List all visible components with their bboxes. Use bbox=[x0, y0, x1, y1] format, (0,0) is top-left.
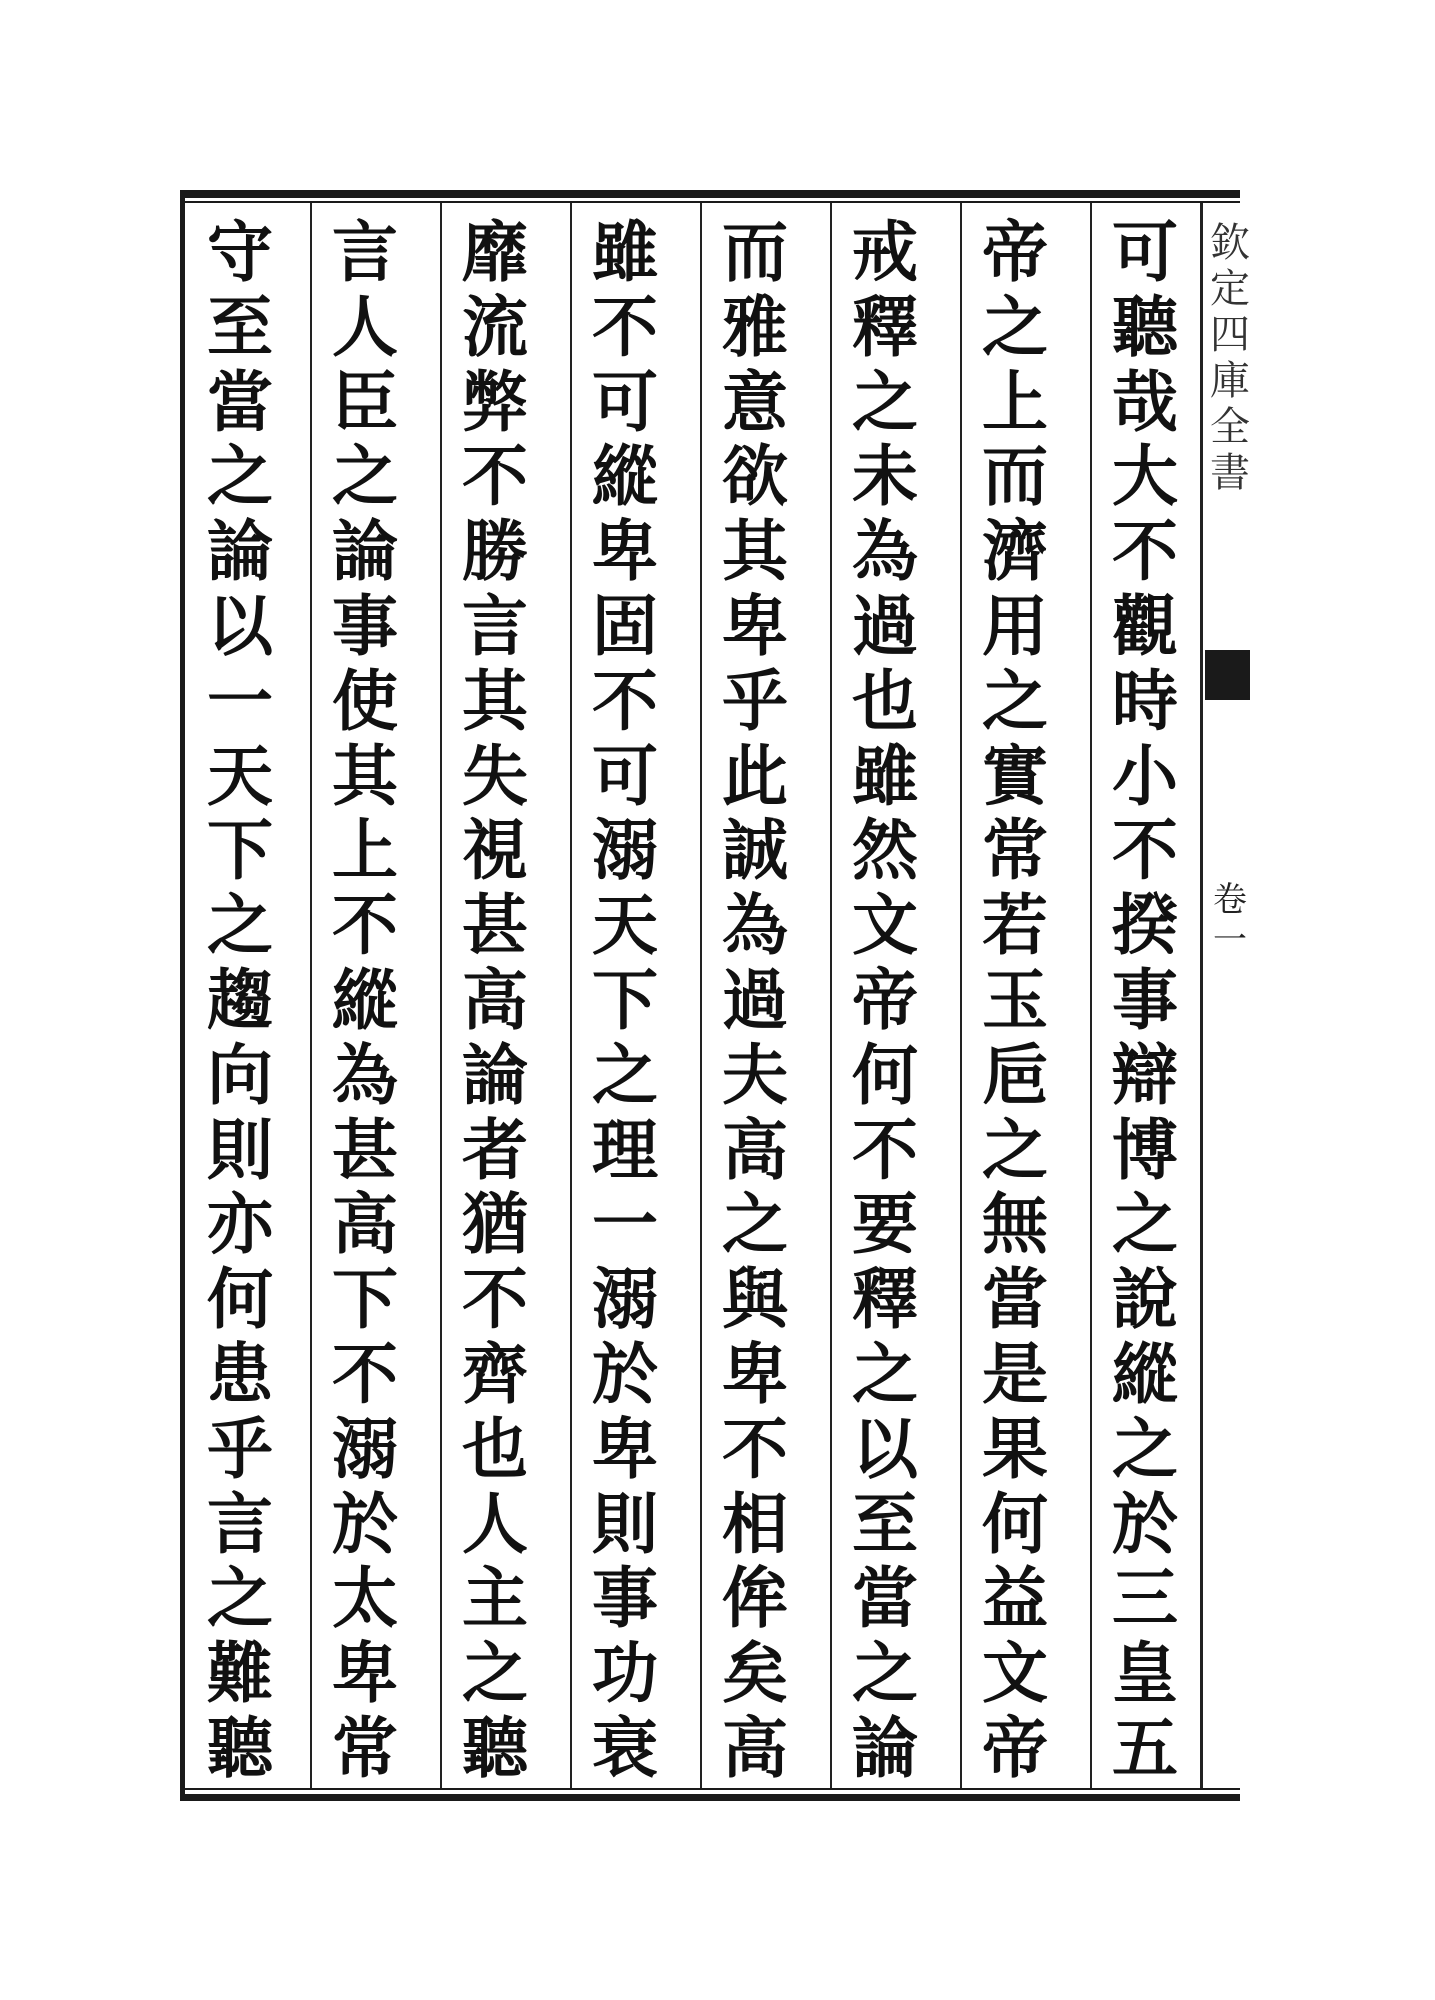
character: 此 bbox=[722, 736, 788, 815]
character: 高 bbox=[722, 1110, 788, 1189]
character: 而 bbox=[722, 213, 788, 291]
character: 常 bbox=[332, 1708, 398, 1787]
character: 侔 bbox=[722, 1559, 788, 1638]
character: 雖 bbox=[592, 213, 658, 291]
character: 濟 bbox=[982, 512, 1048, 591]
character: 人 bbox=[462, 1484, 528, 1563]
margin-character: 一 bbox=[1213, 920, 1247, 960]
character: 靡 bbox=[462, 213, 528, 291]
character: 小 bbox=[1112, 736, 1178, 815]
character: 時 bbox=[1112, 661, 1178, 740]
character: 卑 bbox=[592, 1409, 658, 1488]
character: 於 bbox=[332, 1484, 398, 1563]
character: 卑 bbox=[722, 1334, 788, 1413]
character: 論 bbox=[852, 1708, 918, 1787]
character: 說 bbox=[1112, 1260, 1178, 1339]
character: 誠 bbox=[722, 811, 788, 890]
character: 用 bbox=[982, 586, 1048, 665]
character: 哉 bbox=[1112, 362, 1178, 441]
character: 溺 bbox=[592, 1260, 658, 1339]
character: 於 bbox=[1112, 1484, 1178, 1563]
text-column-5 bbox=[565, 215, 685, 1785]
character: 下 bbox=[332, 1260, 398, 1339]
character: 也 bbox=[852, 661, 918, 740]
margin-character: 全 bbox=[1210, 404, 1250, 450]
character: 事 bbox=[332, 586, 398, 665]
character: 而 bbox=[982, 437, 1048, 516]
character: 上 bbox=[332, 811, 398, 890]
character: 卑 bbox=[722, 586, 788, 665]
character: 守 bbox=[207, 213, 273, 291]
character: 釋 bbox=[852, 287, 918, 366]
character: 論 bbox=[462, 1035, 528, 1114]
character: 甚 bbox=[462, 886, 528, 965]
character: 其 bbox=[332, 736, 398, 815]
character: 高 bbox=[462, 960, 528, 1039]
character: 以 bbox=[852, 1409, 918, 1488]
text-column-6 bbox=[435, 215, 555, 1785]
text-column-8 bbox=[180, 215, 300, 1785]
character: 要 bbox=[852, 1185, 918, 1264]
character: 之 bbox=[982, 287, 1048, 366]
frame-bottom-border bbox=[180, 1794, 1240, 1801]
character: 卑 bbox=[592, 512, 658, 591]
character: 其 bbox=[722, 512, 788, 591]
character: 卑 bbox=[332, 1634, 398, 1713]
character: 則 bbox=[592, 1484, 658, 1563]
character: 也 bbox=[462, 1409, 528, 1488]
character: 為 bbox=[852, 512, 918, 591]
character: 戒 bbox=[852, 213, 918, 291]
character: 高 bbox=[722, 1708, 788, 1787]
character: 雅 bbox=[722, 287, 788, 366]
text-column-4 bbox=[695, 215, 815, 1785]
character: 上 bbox=[982, 362, 1048, 441]
character: 一 bbox=[207, 661, 273, 740]
character: 使 bbox=[332, 661, 398, 740]
character: 之 bbox=[207, 886, 273, 965]
character: 文 bbox=[852, 886, 918, 965]
character: 一 bbox=[592, 1185, 658, 1264]
character: 不 bbox=[722, 1409, 788, 1488]
character: 之 bbox=[332, 437, 398, 516]
frame-bottom-inner-border bbox=[180, 1788, 1240, 1790]
character: 之 bbox=[982, 1110, 1048, 1189]
character: 以 bbox=[207, 586, 273, 665]
character: 玉 bbox=[982, 960, 1048, 1039]
character: 過 bbox=[722, 960, 788, 1039]
character: 固 bbox=[592, 586, 658, 665]
margin-character: 四 bbox=[1210, 312, 1250, 358]
character: 之 bbox=[592, 1035, 658, 1114]
character: 果 bbox=[982, 1409, 1048, 1488]
character: 功 bbox=[592, 1634, 658, 1713]
margin-book-title bbox=[1200, 220, 1260, 496]
character: 實 bbox=[982, 736, 1048, 815]
character: 皇 bbox=[1112, 1634, 1178, 1713]
character: 意 bbox=[722, 362, 788, 441]
character: 無 bbox=[982, 1185, 1048, 1264]
frame-top-inner-border bbox=[180, 201, 1240, 203]
character: 之 bbox=[462, 1634, 528, 1713]
character: 博 bbox=[1112, 1110, 1178, 1189]
character: 之 bbox=[1112, 1185, 1178, 1264]
fishtail-mark bbox=[1205, 650, 1250, 700]
character: 論 bbox=[332, 512, 398, 591]
character: 不 bbox=[462, 437, 528, 516]
character: 大 bbox=[1112, 437, 1178, 516]
character: 猶 bbox=[462, 1185, 528, 1264]
character: 弊 bbox=[462, 362, 528, 441]
character: 天 bbox=[207, 736, 273, 815]
character: 是 bbox=[982, 1334, 1048, 1413]
character: 至 bbox=[207, 287, 273, 366]
text-column-7 bbox=[305, 215, 425, 1785]
character: 益 bbox=[982, 1559, 1048, 1638]
character: 之 bbox=[1112, 1409, 1178, 1488]
character: 過 bbox=[852, 586, 918, 665]
character: 向 bbox=[207, 1035, 273, 1114]
character: 聽 bbox=[207, 1708, 273, 1787]
character: 何 bbox=[982, 1484, 1048, 1563]
character: 之 bbox=[852, 362, 918, 441]
character: 雖 bbox=[852, 736, 918, 815]
character: 事 bbox=[592, 1559, 658, 1638]
character: 夫 bbox=[722, 1035, 788, 1114]
character: 流 bbox=[462, 287, 528, 366]
character: 人 bbox=[332, 287, 398, 366]
character: 不 bbox=[592, 287, 658, 366]
character: 者 bbox=[462, 1110, 528, 1189]
character: 臣 bbox=[332, 362, 398, 441]
character: 觀 bbox=[1112, 586, 1178, 665]
character: 聽 bbox=[462, 1708, 528, 1787]
character: 溺 bbox=[332, 1409, 398, 1488]
character: 失 bbox=[462, 736, 528, 815]
character: 甚 bbox=[332, 1110, 398, 1189]
margin-character: 庫 bbox=[1210, 358, 1250, 404]
character: 帝 bbox=[852, 960, 918, 1039]
character: 常 bbox=[982, 811, 1048, 890]
character: 未 bbox=[852, 437, 918, 516]
character: 縱 bbox=[332, 960, 398, 1039]
character: 辯 bbox=[1112, 1035, 1178, 1114]
character: 揆 bbox=[1112, 886, 1178, 965]
character: 文 bbox=[982, 1634, 1048, 1713]
character: 何 bbox=[852, 1035, 918, 1114]
character: 不 bbox=[592, 661, 658, 740]
character: 視 bbox=[462, 811, 528, 890]
character: 不 bbox=[852, 1110, 918, 1189]
character: 太 bbox=[332, 1559, 398, 1638]
character: 欲 bbox=[722, 437, 788, 516]
character: 則 bbox=[207, 1110, 273, 1189]
character: 理 bbox=[592, 1110, 658, 1189]
character: 之 bbox=[722, 1185, 788, 1264]
character: 可 bbox=[1112, 213, 1178, 291]
character: 下 bbox=[592, 960, 658, 1039]
character: 衰 bbox=[592, 1708, 658, 1787]
character: 何 bbox=[207, 1260, 273, 1339]
character: 於 bbox=[592, 1334, 658, 1413]
character: 當 bbox=[207, 362, 273, 441]
character: 之 bbox=[982, 661, 1048, 740]
character: 帝 bbox=[982, 213, 1048, 291]
character: 不 bbox=[332, 1334, 398, 1413]
character: 主 bbox=[462, 1559, 528, 1638]
character: 至 bbox=[852, 1484, 918, 1563]
text-column-3 bbox=[825, 215, 945, 1785]
character: 言 bbox=[207, 1484, 273, 1563]
character: 五 bbox=[1112, 1708, 1178, 1787]
character: 然 bbox=[852, 811, 918, 890]
character: 相 bbox=[722, 1484, 788, 1563]
character: 三 bbox=[1112, 1559, 1178, 1638]
character: 帝 bbox=[982, 1708, 1048, 1787]
margin-character: 欽 bbox=[1210, 220, 1250, 266]
character: 趨 bbox=[207, 960, 273, 1039]
character: 言 bbox=[332, 213, 398, 291]
character: 事 bbox=[1112, 960, 1178, 1039]
character: 言 bbox=[462, 586, 528, 665]
character: 若 bbox=[982, 886, 1048, 965]
character: 溺 bbox=[592, 811, 658, 890]
character: 矣 bbox=[722, 1634, 788, 1713]
character: 之 bbox=[852, 1634, 918, 1713]
character: 釋 bbox=[852, 1260, 918, 1339]
character: 乎 bbox=[207, 1409, 273, 1488]
character: 巵 bbox=[982, 1035, 1048, 1114]
character: 之 bbox=[207, 437, 273, 516]
character: 不 bbox=[462, 1260, 528, 1339]
margin-character: 書 bbox=[1210, 450, 1250, 496]
character: 之 bbox=[207, 1559, 273, 1638]
text-column-1 bbox=[1085, 215, 1205, 1785]
character: 當 bbox=[852, 1559, 918, 1638]
character: 不 bbox=[332, 886, 398, 965]
character: 乎 bbox=[722, 661, 788, 740]
character: 天 bbox=[592, 886, 658, 965]
character: 高 bbox=[332, 1185, 398, 1264]
character: 縱 bbox=[1112, 1334, 1178, 1413]
character: 論 bbox=[207, 512, 273, 591]
character: 不 bbox=[1112, 811, 1178, 890]
character: 患 bbox=[207, 1334, 273, 1413]
character: 難 bbox=[207, 1634, 273, 1713]
margin-character: 卷 bbox=[1213, 880, 1247, 920]
character: 可 bbox=[592, 362, 658, 441]
character: 其 bbox=[462, 661, 528, 740]
text-column-2 bbox=[955, 215, 1075, 1785]
margin-character: 定 bbox=[1210, 266, 1250, 312]
character: 縱 bbox=[592, 437, 658, 516]
character: 聽 bbox=[1112, 287, 1178, 366]
character: 亦 bbox=[207, 1185, 273, 1264]
character: 勝 bbox=[462, 512, 528, 591]
character: 與 bbox=[722, 1260, 788, 1339]
character: 為 bbox=[332, 1035, 398, 1114]
character: 齊 bbox=[462, 1334, 528, 1413]
character: 可 bbox=[592, 736, 658, 815]
character: 不 bbox=[1112, 512, 1178, 591]
character: 為 bbox=[722, 886, 788, 965]
margin-juan-label bbox=[1205, 880, 1255, 960]
character: 之 bbox=[852, 1334, 918, 1413]
frame-top-border bbox=[180, 190, 1240, 198]
character: 當 bbox=[982, 1260, 1048, 1339]
character: 下 bbox=[207, 811, 273, 890]
